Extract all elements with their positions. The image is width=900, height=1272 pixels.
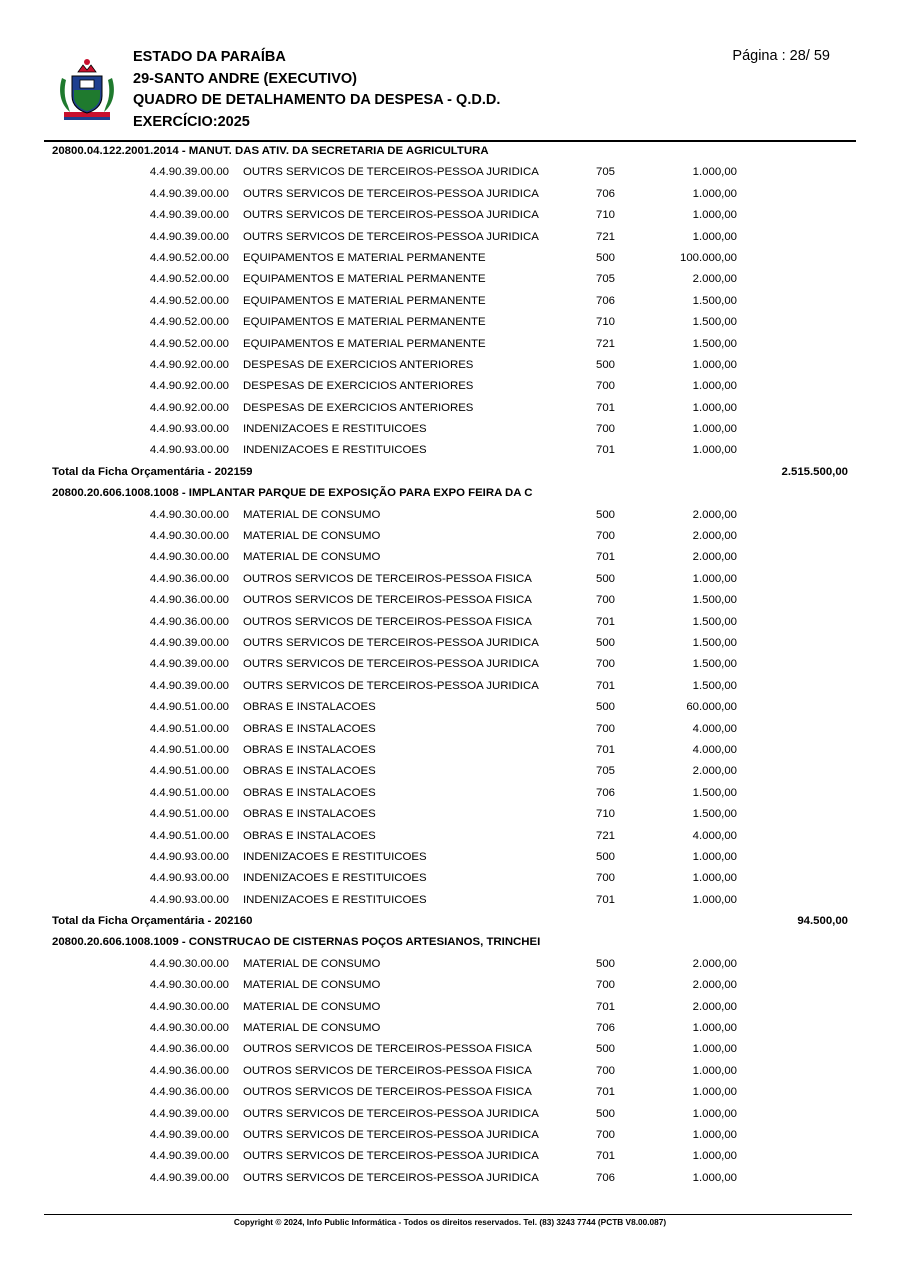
expense-description: MATERIAL DE CONSUMO [243, 530, 381, 543]
expense-code: 4.4.90.92.00.00 [149, 358, 229, 371]
expense-code: 4.4.90.36.00.00 [149, 572, 229, 585]
expense-code: 4.4.90.51.00.00 [149, 765, 229, 778]
total-value: 94.500,00 [797, 915, 848, 928]
resource-source: 706 [596, 294, 616, 307]
resource-source: 700 [596, 872, 616, 885]
page-indicator [732, 48, 830, 64]
expense-description: OBRAS E INSTALACOES [243, 808, 376, 821]
expense-description: EQUIPAMENTOS E MATERIAL PERMANENTE [243, 337, 486, 350]
expense-description: DESPESAS DE EXERCICIOS ANTERIORES [243, 401, 474, 414]
table-row [0, 975, 900, 996]
expense-description: EQUIPAMENTOS E MATERIAL PERMANENTE [243, 273, 486, 286]
resource-source: 706 [596, 786, 616, 799]
header-titles [133, 47, 500, 133]
expense-code: 4.4.90.30.00.00 [149, 1022, 229, 1035]
table-row [0, 612, 900, 633]
resource-source: 705 [596, 273, 616, 286]
state-coat-of-arms-icon [56, 56, 118, 122]
entity-name: 29-SANTO ANDRE (EXECUTIVO) [133, 70, 357, 87]
expense-description: MATERIAL DE CONSUMO [243, 979, 381, 992]
expense-value: 1.500,00 [692, 337, 737, 350]
expense-description: OBRAS E INSTALACOES [243, 765, 376, 778]
expense-value: 2.000,00 [692, 765, 737, 778]
expense-value: 1.000,00 [692, 572, 737, 585]
resource-source: 701 [596, 679, 616, 692]
expense-description: OUTROS SERVICOS DE TERCEIROS-PESSOA FISICA [243, 615, 532, 628]
expense-value: 1.500,00 [692, 679, 737, 692]
resource-source: 701 [596, 1086, 616, 1099]
resource-source: 500 [596, 358, 616, 371]
resource-source: 701 [596, 401, 616, 414]
expense-code: 4.4.90.30.00.00 [149, 551, 229, 564]
expense-code: 4.4.90.39.00.00 [149, 636, 229, 649]
expense-code: 4.4.90.52.00.00 [149, 273, 229, 286]
table-row [0, 590, 900, 611]
table-row [0, 1104, 900, 1125]
expense-code: 4.4.90.39.00.00 [149, 209, 229, 222]
expense-code: 4.4.90.51.00.00 [149, 722, 229, 735]
report-title: QUADRO DE DETALHAMENTO DA DESPESA - Q.D.D. [133, 92, 501, 108]
resource-source: 710 [596, 209, 616, 222]
table-row [0, 291, 900, 312]
table-row [0, 398, 900, 419]
table-row [0, 1018, 900, 1039]
expense-code: 4.4.90.30.00.00 [149, 957, 229, 970]
expense-description: MATERIAL DE CONSUMO [243, 551, 381, 564]
table-row [0, 227, 900, 248]
expense-value: 1.000,00 [692, 1150, 737, 1163]
resource-source: 700 [596, 380, 616, 393]
expense-value: 2.000,00 [692, 530, 737, 543]
expense-code: 4.4.90.39.00.00 [149, 1171, 229, 1184]
expense-code: 4.4.90.30.00.00 [149, 508, 229, 521]
resource-source: 701 [596, 743, 616, 756]
expense-code: 4.4.90.92.00.00 [149, 380, 229, 393]
expense-value: 1.000,00 [692, 187, 737, 200]
expense-code: 4.4.90.36.00.00 [149, 594, 229, 607]
expense-description: INDENIZACOES E RESTITUICOES [243, 850, 427, 863]
table-row [0, 334, 900, 355]
expense-description: DESPESAS DE EXERCICIOS ANTERIORES [243, 380, 474, 393]
table-row [0, 804, 900, 825]
expense-value: 1.000,00 [692, 1107, 737, 1120]
expense-description: OUTRS SERVICOS DE TERCEIROS-PESSOA JURIDICA [243, 230, 539, 243]
section-title: 20800.04.122.2001.2014 - MANUT. DAS ATIV. DA SECRETARIA DE AGRICULTURA [52, 145, 489, 157]
expense-description: OUTROS SERVICOS DE TERCEIROS-PESSOA FISICA [243, 594, 532, 607]
expense-value: 1.000,00 [692, 166, 737, 179]
resource-source: 500 [596, 636, 616, 649]
resource-source: 500 [596, 251, 616, 264]
resource-source: 700 [596, 423, 616, 436]
expense-code: 4.4.90.36.00.00 [149, 615, 229, 628]
table-row [0, 162, 900, 183]
expense-description: MATERIAL DE CONSUMO [243, 508, 381, 521]
expense-code: 4.4.90.51.00.00 [149, 829, 229, 842]
table-row [0, 376, 900, 397]
footer-copyright: Copyright © 2024, Info Public Informática - Todos os direitos reservados. Tel. (83) 3243 7744 (PCTB V8.00.087) [233, 1217, 667, 1227]
page-separator: / [805, 48, 810, 64]
expense-value: 1.000,00 [692, 893, 737, 906]
table-row [0, 1061, 900, 1082]
expense-code: 4.4.90.93.00.00 [149, 850, 229, 863]
expense-value: 4.000,00 [692, 722, 737, 735]
expense-value: 100.000,00 [679, 251, 737, 264]
resource-source: 701 [596, 444, 616, 457]
section-total-row [0, 911, 900, 932]
expense-code: 4.4.90.52.00.00 [149, 337, 229, 350]
expense-value: 1.000,00 [692, 872, 737, 885]
table-row [0, 633, 900, 654]
expense-code: 4.4.90.92.00.00 [149, 401, 229, 414]
resource-source: 721 [596, 230, 616, 243]
expense-description: OUTRS SERVICOS DE TERCEIROS-PESSOA JURIDICA [243, 658, 539, 671]
expense-code: 4.4.90.39.00.00 [149, 1128, 229, 1141]
expense-value: 2.000,00 [692, 508, 737, 521]
table-row [0, 997, 900, 1018]
expense-description: OUTRS SERVICOS DE TERCEIROS-PESSOA JURIDICA [243, 209, 539, 222]
expense-code: 4.4.90.36.00.00 [149, 1043, 229, 1056]
resource-source: 500 [596, 701, 616, 714]
table-row [0, 184, 900, 205]
expense-description: MATERIAL DE CONSUMO [243, 1000, 381, 1013]
resource-source: 500 [596, 1043, 616, 1056]
resource-source: 701 [596, 1150, 616, 1163]
expense-description: OUTROS SERVICOS DE TERCEIROS-PESSOA FISICA [243, 1086, 532, 1099]
table-row [0, 826, 900, 847]
table-row [0, 1146, 900, 1167]
expense-code: 4.4.90.39.00.00 [149, 1150, 229, 1163]
expense-value: 2.000,00 [692, 1000, 737, 1013]
page-total: 59 [813, 48, 830, 64]
expense-description: OUTRS SERVICOS DE TERCEIROS-PESSOA JURIDICA [243, 1150, 539, 1163]
expense-value: 1.000,00 [692, 850, 737, 863]
expense-description: EQUIPAMENTOS E MATERIAL PERMANENTE [243, 294, 486, 307]
table-row [0, 740, 900, 761]
expense-description: OUTRS SERVICOS DE TERCEIROS-PESSOA JURIDICA [243, 1107, 539, 1120]
expense-description: EQUIPAMENTOS E MATERIAL PERMANENTE [243, 316, 486, 329]
page-label: Página : [732, 48, 786, 64]
expense-description: OUTRS SERVICOS DE TERCEIROS-PESSOA JURIDICA [243, 166, 539, 179]
expense-code: 4.4.90.39.00.00 [149, 166, 229, 179]
expense-code: 4.4.90.51.00.00 [149, 786, 229, 799]
resource-source: 700 [596, 979, 616, 992]
expense-description: OUTRS SERVICOS DE TERCEIROS-PESSOA JURIDICA [243, 1128, 539, 1141]
expense-description: OBRAS E INSTALACOES [243, 743, 376, 756]
resource-source: 500 [596, 508, 616, 521]
table-row [0, 1168, 900, 1189]
resource-source: 706 [596, 1171, 616, 1184]
total-label: Total da Ficha Orçamentária - 202159 [52, 465, 253, 478]
table-row [0, 440, 900, 461]
resource-source: 500 [596, 572, 616, 585]
table-row [0, 697, 900, 718]
expense-description: OBRAS E INSTALACOES [243, 701, 376, 714]
section-header [0, 932, 900, 953]
total-value: 2.515.500,00 [781, 465, 848, 478]
table-row [0, 419, 900, 440]
resource-source: 706 [596, 1022, 616, 1035]
resource-source: 721 [596, 337, 616, 350]
fiscal-year: EXERCÍCIO:2025 [133, 113, 250, 130]
expense-code: 4.4.90.51.00.00 [149, 743, 229, 756]
page-current: 28 [789, 48, 806, 64]
section-title: 20800.20.606.1008.1008 - IMPLANTAR PARQUE DE EXPOSIÇÃO PARA EXPO FEIRA DA C [52, 487, 533, 500]
table-row [0, 1039, 900, 1060]
total-label: Total da Ficha Orçamentária - 202160 [52, 915, 253, 928]
expense-description: MATERIAL DE CONSUMO [243, 957, 381, 970]
resource-source: 500 [596, 957, 616, 970]
resource-source: 701 [596, 1000, 616, 1013]
resource-source: 701 [596, 551, 616, 564]
resource-source: 706 [596, 187, 616, 200]
table-row [0, 654, 900, 675]
table-row [0, 1125, 900, 1146]
table-row [0, 248, 900, 269]
expense-description: OUTROS SERVICOS DE TERCEIROS-PESSOA FISICA [243, 1043, 532, 1056]
expense-code: 4.4.90.36.00.00 [149, 1086, 229, 1099]
expense-description: INDENIZACOES E RESTITUICOES [243, 893, 427, 906]
expense-code: 4.4.90.39.00.00 [149, 1107, 229, 1120]
resource-source: 705 [596, 166, 616, 179]
expense-table [0, 141, 900, 1189]
expense-description: INDENIZACOES E RESTITUICOES [243, 444, 427, 457]
section-header [0, 141, 900, 162]
resource-source: 500 [596, 1107, 616, 1120]
expense-value: 2.000,00 [692, 957, 737, 970]
expense-value: 4.000,00 [692, 743, 737, 756]
expense-description: OBRAS E INSTALACOES [243, 829, 376, 842]
expense-code: 4.4.90.36.00.00 [149, 1064, 229, 1077]
expense-value: 1.500,00 [692, 786, 737, 799]
expense-code: 4.4.90.93.00.00 [149, 444, 229, 457]
table-row [0, 526, 900, 547]
expense-description: OUTRS SERVICOS DE TERCEIROS-PESSOA JURIDICA [243, 636, 539, 649]
resource-source: 705 [596, 765, 616, 778]
expense-description: DESPESAS DE EXERCICIOS ANTERIORES [243, 358, 474, 371]
state-name: ESTADO DA PARAÍBA [133, 49, 286, 65]
expense-code: 4.4.90.39.00.00 [149, 679, 229, 692]
expense-description: OUTRS SERVICOS DE TERCEIROS-PESSOA JURIDICA [243, 1171, 539, 1184]
expense-code: 4.4.90.39.00.00 [149, 658, 229, 671]
resource-source: 700 [596, 1128, 616, 1141]
section-total-row [0, 462, 900, 483]
resource-source: 700 [596, 530, 616, 543]
resource-source: 500 [596, 850, 616, 863]
expense-value: 1.000,00 [692, 444, 737, 457]
table-row [0, 868, 900, 889]
expense-value: 2.000,00 [692, 551, 737, 564]
expense-value: 1.000,00 [692, 1171, 737, 1184]
resource-source: 710 [596, 808, 616, 821]
resource-source: 701 [596, 893, 616, 906]
table-row [0, 355, 900, 376]
table-row [0, 505, 900, 526]
expense-description: OBRAS E INSTALACOES [243, 722, 376, 735]
table-row [0, 269, 900, 290]
expense-code: 4.4.90.30.00.00 [149, 1000, 229, 1013]
report-header [0, 0, 900, 140]
expense-code: 4.4.90.30.00.00 [149, 530, 229, 543]
expense-value: 1.500,00 [692, 636, 737, 649]
expense-value: 2.000,00 [692, 273, 737, 286]
resource-source: 701 [596, 615, 616, 628]
expense-description: EQUIPAMENTOS E MATERIAL PERMANENTE [243, 251, 486, 264]
expense-value: 1.000,00 [692, 401, 737, 414]
expense-value: 1.000,00 [692, 380, 737, 393]
expense-value: 1.000,00 [692, 1022, 737, 1035]
expense-value: 1.500,00 [692, 594, 737, 607]
expense-value: 1.500,00 [692, 615, 737, 628]
expense-value: 1.000,00 [692, 230, 737, 243]
resource-source: 700 [596, 1064, 616, 1077]
expense-code: 4.4.90.93.00.00 [149, 423, 229, 436]
table-row [0, 783, 900, 804]
expense-value: 1.500,00 [692, 658, 737, 671]
table-row [0, 547, 900, 568]
table-row [0, 312, 900, 333]
expense-description: OUTRS SERVICOS DE TERCEIROS-PESSOA JURIDICA [243, 187, 539, 200]
expense-code: 4.4.90.52.00.00 [149, 294, 229, 307]
expense-code: 4.4.90.30.00.00 [149, 979, 229, 992]
expense-description: OUTRS SERVICOS DE TERCEIROS-PESSOA JURIDICA [243, 679, 539, 692]
expense-value: 60.000,00 [686, 701, 737, 714]
expense-code: 4.4.90.93.00.00 [149, 872, 229, 885]
expense-code: 4.4.90.51.00.00 [149, 701, 229, 714]
expense-description: OBRAS E INSTALACOES [243, 786, 376, 799]
resource-source: 710 [596, 316, 616, 329]
resource-source: 721 [596, 829, 616, 842]
table-row [0, 847, 900, 868]
resource-source: 700 [596, 658, 616, 671]
expense-value: 1.000,00 [692, 423, 737, 436]
table-row [0, 890, 900, 911]
expense-value: 1.500,00 [692, 808, 737, 821]
expense-value: 1.500,00 [692, 316, 737, 329]
expense-value: 2.000,00 [692, 979, 737, 992]
expense-code: 4.4.90.39.00.00 [149, 230, 229, 243]
resource-source: 700 [596, 594, 616, 607]
table-row [0, 205, 900, 226]
expense-value: 1.000,00 [692, 358, 737, 371]
expense-code: 4.4.90.52.00.00 [149, 316, 229, 329]
expense-description: INDENIZACOES E RESTITUICOES [243, 423, 427, 436]
expense-value: 1.000,00 [692, 1043, 737, 1056]
resource-source: 700 [596, 722, 616, 735]
expense-value: 1.000,00 [692, 1128, 737, 1141]
table-row [0, 676, 900, 697]
table-row [0, 954, 900, 975]
expense-value: 4.000,00 [692, 829, 737, 842]
expense-code: 4.4.90.52.00.00 [149, 251, 229, 264]
expense-value: 1.000,00 [692, 1064, 737, 1077]
expense-value: 1.000,00 [692, 209, 737, 222]
expense-value: 1.000,00 [692, 1086, 737, 1099]
table-row [0, 1082, 900, 1103]
table-row [0, 761, 900, 782]
footer-divider [44, 1214, 852, 1215]
table-row [0, 719, 900, 740]
table-row [0, 569, 900, 590]
expense-code: 4.4.90.39.00.00 [149, 187, 229, 200]
expense-value: 1.500,00 [692, 294, 737, 307]
expense-description: INDENIZACOES E RESTITUICOES [243, 872, 427, 885]
section-title: 20800.20.606.1008.1009 - CONSTRUCAO DE CISTERNAS POÇOS ARTESIANOS, TRINCHEI [52, 936, 541, 949]
expense-description: OUTROS SERVICOS DE TERCEIROS-PESSOA FISICA [243, 572, 532, 585]
expense-description: MATERIAL DE CONSUMO [243, 1022, 381, 1035]
expense-description: OUTROS SERVICOS DE TERCEIROS-PESSOA FISICA [243, 1064, 532, 1077]
expense-code: 4.4.90.93.00.00 [149, 893, 229, 906]
expense-code: 4.4.90.51.00.00 [149, 808, 229, 821]
section-header [0, 483, 900, 504]
